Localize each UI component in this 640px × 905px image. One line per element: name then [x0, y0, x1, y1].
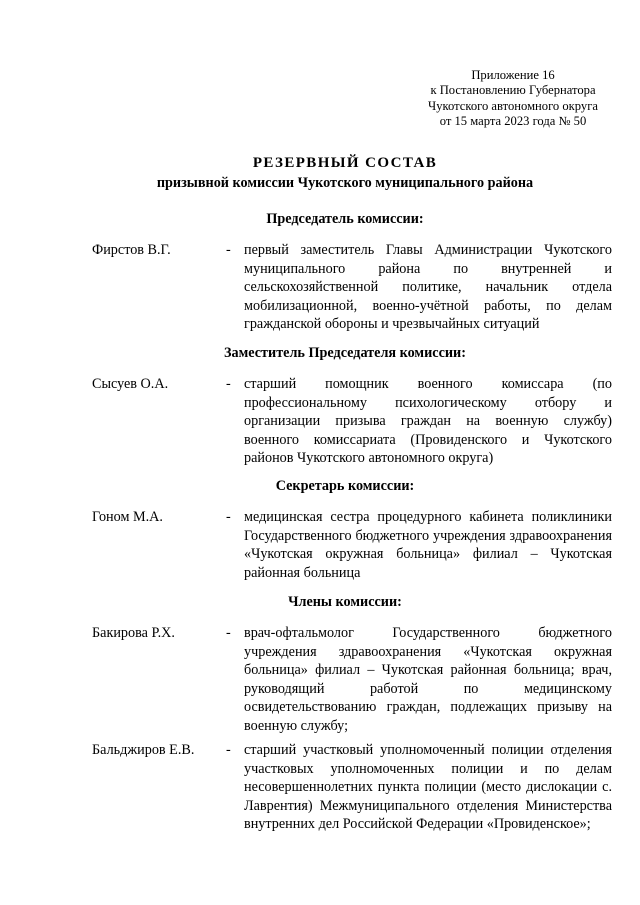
member-name: Сысуев О.А.	[92, 376, 169, 392]
member-description: медицинская сестра процедурного кабинета поликлиники Государственного бюджетного учреждения здравоохранения «Чукотская окружная больница» филиал – Чукотская районная больница	[244, 509, 612, 581]
appendix-block	[420, 68, 606, 130]
appendix-line: Чукотского автономного округа	[428, 98, 598, 113]
document-title: РЕЗЕРВНЫЙ СОСТАВ	[252, 155, 438, 171]
member-dash: -	[226, 242, 231, 258]
section-heading-deputy: Заместитель Председателя комиссии:	[224, 345, 466, 361]
section-heading-secretary: Секретарь комиссии:	[275, 478, 415, 494]
member-dash: -	[226, 376, 231, 392]
appendix-line: Приложение 16	[471, 68, 555, 82]
appendix-line: от 15 марта 2023 года № 50	[439, 114, 587, 129]
member-description: старший помощник военного комиссара (по профессиональному психологическому отбору и организации призыва граждан на военную службу) военного комиссариата (Провиденского и Чукотского районов Чукотского автономного округа)	[244, 376, 612, 467]
member-name: Фирстов В.Г.	[92, 242, 171, 258]
member-dash: -	[226, 742, 231, 758]
member-description: первый заместитель Главы Администрации Чукотского муниципального района по внутренней и сельскохозяйственной политике, начальник отдела мобилизационной, военно-учётной работы, по делам гражданской обороны и чрезвычайных ситуаций	[244, 242, 612, 333]
member-name: Бакирова Р.Х.	[92, 625, 175, 641]
member-dash: -	[226, 625, 231, 641]
section-heading-members: Члены комиссии:	[288, 594, 402, 610]
member-name: Бальджиров Е.В.	[92, 742, 195, 758]
document-subtitle: призывной комиссии Чукотского муниципального района	[156, 175, 534, 191]
member-dash: -	[226, 509, 231, 525]
member-description: старший участковый уполномоченный полиции отделения участковых уполномоченных полиции и по делам несовершеннолетних пункта полиции (место дислокации с. Лаврентия) Межмуниципального отделения Министерства внутренних дел Российской Федерации «Провиденское»;	[244, 742, 612, 833]
section-heading-chairman: Председатель комиссии:	[266, 211, 424, 227]
member-name: Гоном М.А.	[92, 509, 163, 525]
appendix-line: к Постановлению Губернатора	[430, 83, 596, 98]
member-description: врач-офтальмолог Государственного бюджетного учреждения здравоохранения «Чукотская окружная больница» филиал – Чукотская районная больница; врач, руководящий работой по медицинскому освидетельствованию граждан, подлежащих призыву на военную службу;	[244, 625, 612, 734]
